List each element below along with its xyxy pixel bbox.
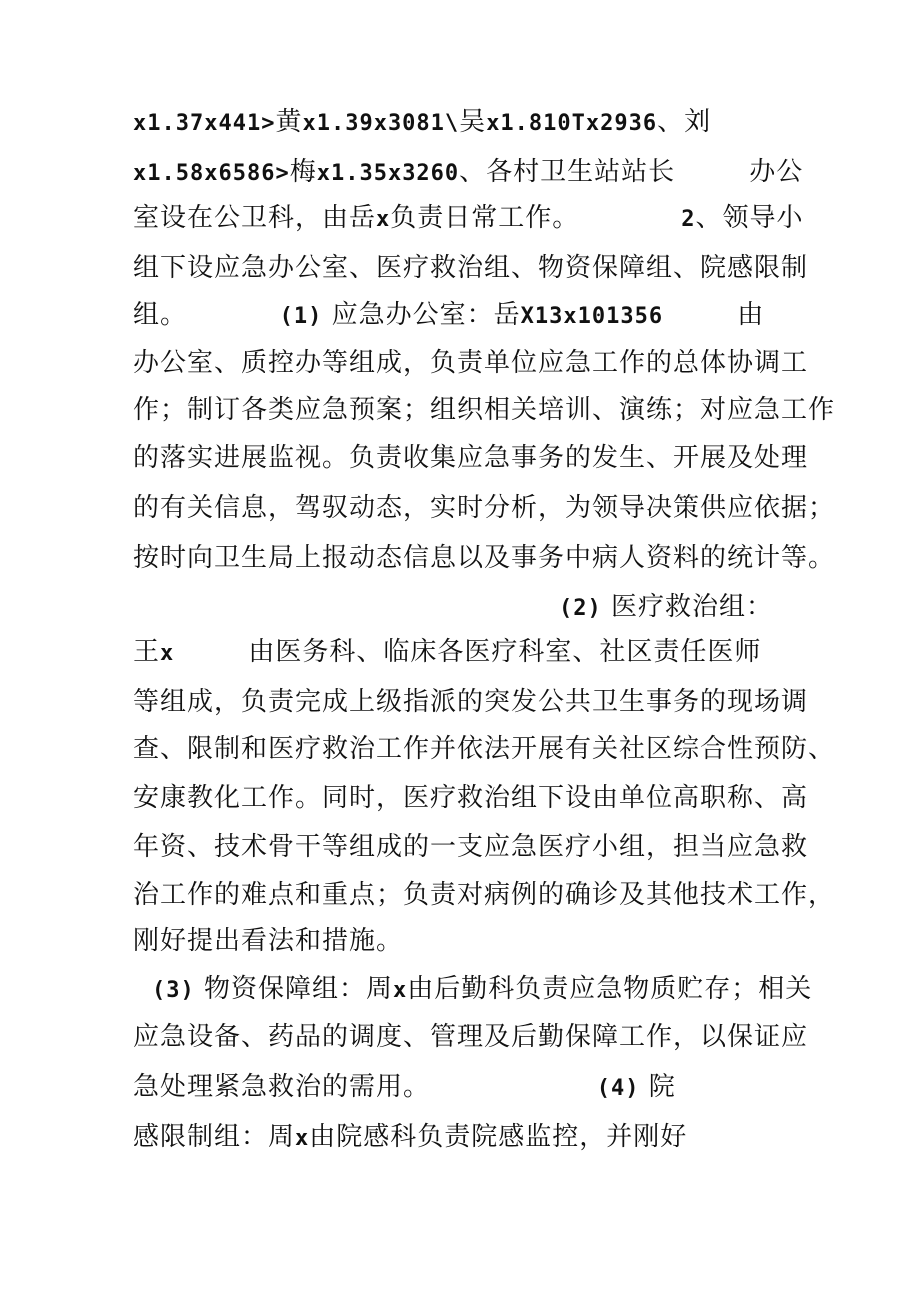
bold-segment: x xyxy=(376,207,391,232)
text-segment: 的落实进展监视。负责收集应急事务的发生、开展及处理 xyxy=(133,443,809,473)
text-segment: 梅 xyxy=(289,157,317,187)
text-segment: 作；制订各类应急预案；组织相关培训、演练；对应急工作 xyxy=(133,395,836,425)
bold-segment: x xyxy=(295,1126,310,1151)
text-line xyxy=(133,346,808,380)
bold-segment: x1.58x6586> xyxy=(133,161,290,186)
text-segment: 应急设备、药品的调度、管理及后勤保障工作，以保证应 xyxy=(133,1022,809,1052)
text-segment: 应急办公室：岳 xyxy=(322,300,521,330)
text-segment: 组下设应急办公室、医疗救治组、物资保障组、院感限制 xyxy=(133,253,809,283)
bold-segment: (2) xyxy=(559,596,602,621)
text-segment: 医疗救治组： xyxy=(601,592,774,622)
text-segment: 治工作的难点和重点；负责对病例的确诊及其他技术工作， xyxy=(133,880,836,910)
text-segment: 由 xyxy=(663,300,765,330)
text-segment: 急处理紧急救治的需用。 xyxy=(133,1072,597,1102)
text-segment: 安康教化工作。同时，医疗救治组下设由单位高职称、高 xyxy=(133,783,809,813)
text-segment: 年资、技术骨干等组成的一支应急医疗小组，担当应急救 xyxy=(133,832,809,862)
text-line xyxy=(133,781,808,815)
text-line xyxy=(133,635,761,671)
text-line xyxy=(133,685,808,719)
text-segment: 、各村卫生站站长 办公 xyxy=(459,157,804,187)
text-line xyxy=(133,541,835,575)
text-segment: 由院感科负责院感监控，并刚好 xyxy=(309,1122,688,1152)
text-segment: 由医务科、临床各医疗科室、社区责任医师 xyxy=(174,637,762,667)
text-line xyxy=(133,298,764,334)
text-segment: 室设在公卫科，由岳 xyxy=(133,203,377,233)
text-segment: 按时向卫生局上报动态信息以及事务中病人资料的统计等。 xyxy=(133,543,836,573)
bold-segment: 2 xyxy=(681,207,696,232)
bold-segment: x xyxy=(160,641,175,666)
bold-segment: (4) xyxy=(596,1076,640,1101)
text-segment: 吴 xyxy=(459,107,487,137)
text-line xyxy=(133,491,835,525)
text-segment: 王 xyxy=(133,637,161,667)
text-line xyxy=(133,441,808,475)
text-line xyxy=(133,251,808,285)
text-line xyxy=(133,878,835,912)
bold-segment: X13x101356 xyxy=(520,304,664,329)
text-line xyxy=(133,1020,808,1054)
text-segment: 查、限制和医疗救治工作并依法开展有关社区综合性预防、 xyxy=(133,734,836,764)
text-line xyxy=(133,924,403,958)
bold-segment: (1) xyxy=(279,304,323,329)
text-line xyxy=(133,201,803,237)
text-line xyxy=(133,1120,687,1156)
text-line xyxy=(133,393,835,427)
text-segment: 、领导小 xyxy=(695,203,804,233)
text-segment: 物资保障组：周 xyxy=(194,974,394,1004)
text-segment: 黄 xyxy=(275,107,303,137)
text-line xyxy=(133,105,711,141)
text-line xyxy=(559,590,773,626)
bold-segment: x1.810Tx2936 xyxy=(486,111,658,136)
bold-segment: (3) xyxy=(152,978,195,1003)
text-segment: 由后勤科负责应急物质贮存；相关 xyxy=(407,974,813,1004)
text-segment: 院 xyxy=(639,1072,676,1102)
bold-segment: x xyxy=(393,978,408,1003)
text-line xyxy=(152,972,812,1008)
bold-segment: x1.37x441> xyxy=(133,111,276,136)
text-segment: 、刘 xyxy=(657,107,712,137)
text-segment: 组。 xyxy=(133,300,280,330)
bold-segment: x1.39x3081\ xyxy=(302,111,460,136)
text-segment: 负责日常工作。 xyxy=(390,203,682,233)
text-segment: 感限制组：周 xyxy=(133,1122,296,1152)
text-segment: 办公室、质控办等组成，负责单位应急工作的总体协调工 xyxy=(133,348,809,378)
text-segment: 等组成，负责完成上级指派的突发公共卫生事务的现场调 xyxy=(133,687,809,717)
text-line xyxy=(133,155,803,191)
text-line xyxy=(133,1070,676,1106)
text-line xyxy=(133,732,835,766)
text-segment: 刚好提出看法和措施。 xyxy=(133,926,404,956)
text-line xyxy=(133,830,808,864)
text-segment: 的有关信息，驾驭动态，实时分析，为领导决策供应依据； xyxy=(133,493,836,523)
bold-segment: x1.35x3260 xyxy=(316,161,460,186)
